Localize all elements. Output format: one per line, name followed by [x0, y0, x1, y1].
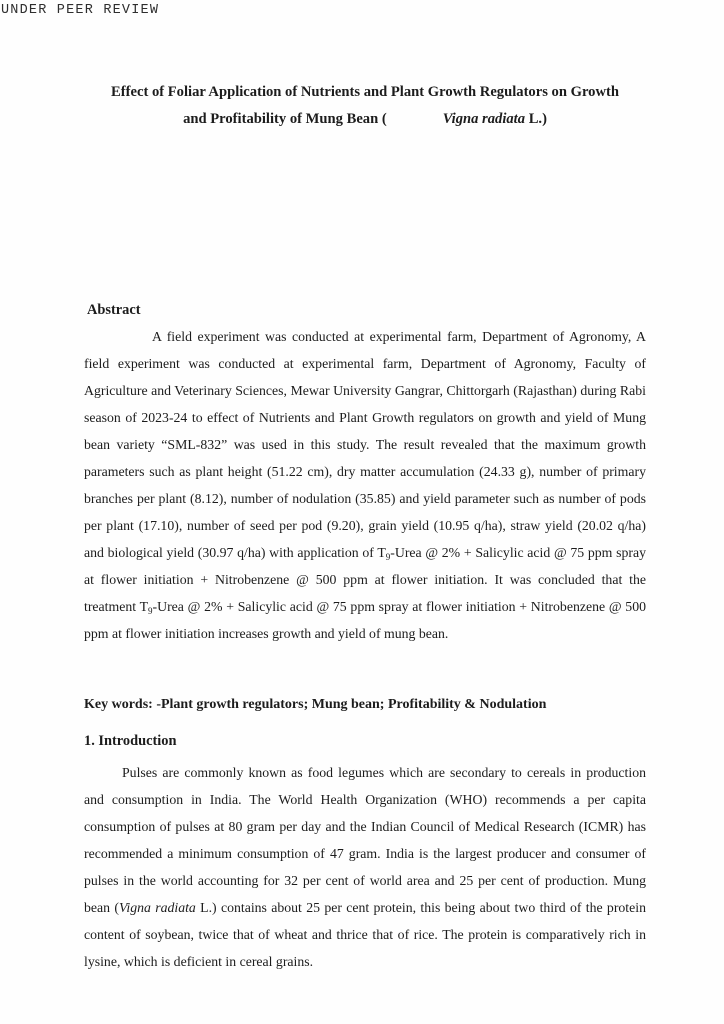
text-segment: A field experiment was conducted at experimental farm, Department of Agronomy, A field experiment was conducted at experimental farm, Department of Agronomy, Faculty of Agriculture and Veterinary Sciences, Mewar University Gangrar, Chittorgarh (Rajasthan) during Rabi season of 2023-24 to effect of Nutrients and Plant Growth regulators on growth and yield of Mung bean variety “SML-832” was used in this study. The result revealed that the maximum growth parameters such as plant height (51.22 cm), dry matter accumulation (24.33 g), number of primary branches per plant (8.12), number of nodulation (35.85) and yield parameter such as number of pods per plant (17.10), number of seed per pod (9.20), grain yield (10.95 q/ha), straw yield (20.02 q/ha) and biological yield (30.97 q/ha) with application of T — [84, 329, 646, 560]
italic-text: Vigna radiata — [442, 110, 526, 127]
text-segment: -Urea @ 2% + Salicylic acid @ 75 ppm spray at flower initiation + Nitrobenzene @ 500 ppm at flower initiation. It was concluded that the treatment T — [84, 545, 646, 614]
text-segment: L.) — [525, 110, 547, 127]
paper-title — [84, 79, 646, 132]
paper-title-line-1: Effect of Foliar Application of Nutrients and Plant Growth Regulators on Growth — [111, 84, 619, 100]
abstract-heading: Abstract — [87, 302, 141, 318]
text-segment: and Profitability of Mung Bean ( — [183, 110, 387, 127]
text-segment: Pulses are commonly known as food legumes which are secondary to cereals in production and consumption in India. The World Health Organization (WHO) recommends a per capita consumption of pulses at 80 gram per day and the Indian Council of Medical Research (ICMR) has recommended a minimum consumption of 47 gram. India is the largest producer and consumer of pulses in the world accounting for 32 per cent of world area and 25 per cent of production. Mung bean ( — [84, 765, 646, 915]
subscript-text: 9 — [385, 552, 391, 562]
abstract-paragraph — [84, 323, 646, 647]
introduction-paragraph — [84, 759, 646, 975]
introduction-heading: 1. Introduction — [84, 733, 177, 749]
italic-text: Vigna radiata — [118, 900, 196, 915]
subscript-text: 9 — [148, 606, 153, 616]
keywords-line: Key words: -Plant growth regulators; Mung bean; Profitability & Nodulation — [84, 697, 547, 712]
text-segment: -Urea @ 2% + Salicylic acid @ 75 ppm spray at flower initiation + Nitrobenzene @ 500 ppm at flower initiation increases growth and yield of mung bean. — [84, 599, 646, 641]
paper-title-line-2 — [84, 106, 646, 133]
peer-review-watermark: UNDER PEER REVIEW — [1, 3, 160, 18]
text-segment: L.) contains about 25 per cent protein, this being about two third of the protein content of soybean, twice that of wheat and thrice that of rice. The protein is comparatively rich in lysine, which is deficient in cereal grains. — [84, 900, 646, 969]
